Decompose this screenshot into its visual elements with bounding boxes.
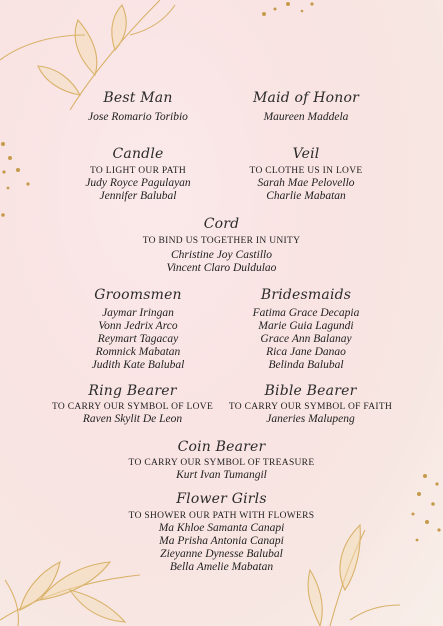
- coin-bearer-section: [40, 439, 403, 482]
- flower-girls-title: Flower Girls: [176, 491, 267, 507]
- bible-bearer-title: Bible Bearer: [264, 383, 357, 399]
- bible-bearer-subtitle: TO CARRY OUR SYMBOL OF FAITH: [228, 402, 393, 412]
- bridesmaids-title: Bridesmaids: [260, 287, 352, 303]
- flower-girls-section: [40, 491, 403, 574]
- bridesmaid-name: Marie Guia Lagundi: [258, 320, 354, 332]
- gold-dots-right-icon: [405, 470, 443, 550]
- veil-name: Sarah Mae Pelovello: [257, 177, 355, 189]
- flower-girl-name: Ma Khloe Samanta Canapi: [158, 522, 285, 534]
- flower-girl-name: Zieyanne Dynesse Balubal: [160, 548, 283, 560]
- cord-name: Christine Joy Castillo: [171, 249, 272, 261]
- candle-section: [58, 146, 218, 203]
- groomsman-name: Romnick Mabatan: [95, 346, 181, 358]
- cord-section: [40, 216, 403, 275]
- coin-bearer-name: Kurt Ivan Tumangil: [176, 469, 267, 481]
- ring-bearer-section: [40, 383, 225, 426]
- gold-dots-top-icon: [250, 0, 330, 24]
- coin-bearer-subtitle: TO CARRY OUR SYMBOL OF TREASURE: [128, 458, 315, 468]
- veil-name: Charlie Mabatan: [266, 190, 346, 202]
- ring-bearer-subtitle: TO CARRY OUR SYMBOL OF LOVE: [51, 402, 214, 412]
- veil-section: [226, 146, 386, 203]
- groomsman-name: Jaymar Iringan: [102, 307, 174, 319]
- candle-subtitle: TO LIGHT OUR PATH: [90, 166, 186, 176]
- best-man-section: [58, 90, 218, 124]
- candle-name: Jennifer Balubal: [99, 190, 177, 202]
- ring-bearer-name: Raven Skylit De Leon: [82, 413, 183, 425]
- maid-of-honor-section: [226, 90, 386, 124]
- veil-subtitle: TO CLOTHE US IN LOVE: [249, 166, 363, 176]
- bridesmaid-name: Grace Ann Balanay: [260, 333, 352, 345]
- candle-title: Candle: [112, 146, 164, 162]
- gold-dots-left-icon: [0, 140, 34, 220]
- groomsmen-title: Groomsmen: [94, 287, 182, 303]
- groomsman-name: Judith Kate Balubal: [91, 359, 185, 371]
- candle-name: Judy Royce Pagulayan: [85, 177, 191, 189]
- maid-of-honor-title: Maid of Honor: [252, 90, 359, 106]
- cord-title: Cord: [203, 216, 240, 232]
- maid-of-honor-name: Maureen Maddela: [263, 111, 349, 123]
- flower-girls-subtitle: TO SHOWER OUR PATH WITH FLOWERS: [128, 511, 315, 521]
- cord-name: Vincent Claro Duldulao: [166, 262, 277, 274]
- flower-girl-name: Bella Amelie Mabatan: [169, 561, 274, 573]
- bridesmaids-section: [226, 287, 386, 372]
- bible-bearer-name: Janeries Malupeng: [266, 413, 355, 425]
- ring-bearer-title: Ring Bearer: [88, 383, 177, 399]
- bridesmaid-name: Rica Jane Danao: [266, 346, 346, 358]
- groomsman-name: Reymart Tagacay: [97, 333, 179, 345]
- best-man-name: Jose Romario Toribio: [88, 111, 188, 123]
- cord-subtitle: TO BIND US TOGETHER IN UNITY: [142, 236, 301, 246]
- groomsman-name: Vonn Jedrix Arco: [98, 320, 178, 332]
- veil-title: Veil: [292, 146, 320, 162]
- groomsmen-section: [58, 287, 218, 372]
- bible-bearer-section: [218, 383, 403, 426]
- bridesmaid-name: Fatima Grace Decapia: [252, 307, 360, 319]
- flower-girl-name: Ma Prisha Antonia Canapi: [159, 535, 284, 547]
- best-man-title: Best Man: [103, 90, 173, 106]
- bridesmaid-name: Belinda Balubal: [268, 359, 344, 371]
- coin-bearer-title: Coin Bearer: [177, 439, 266, 455]
